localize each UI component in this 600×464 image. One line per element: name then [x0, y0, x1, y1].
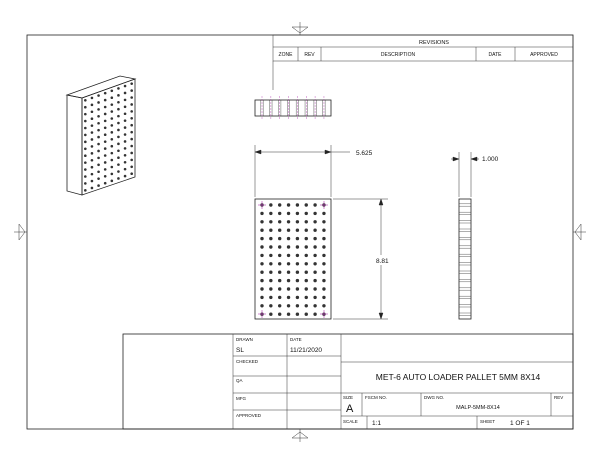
hole [322, 287, 325, 290]
sheet-value: 1 OF 1 [510, 420, 530, 427]
hole [313, 296, 316, 299]
hole [278, 304, 281, 307]
hole [117, 143, 120, 146]
hole [313, 212, 316, 215]
width-dimension-value: 5.625 [356, 150, 373, 157]
width-dimension [255, 145, 350, 197]
hole [296, 254, 299, 257]
hole [91, 166, 94, 169]
dwg-label: DWG NO. [424, 395, 445, 400]
hole [313, 229, 316, 232]
hole [117, 115, 120, 118]
revisions-table [273, 35, 573, 90]
hole [111, 166, 114, 169]
hole [124, 99, 127, 102]
hole [84, 141, 87, 144]
hole [260, 237, 263, 240]
hole [287, 313, 290, 316]
hole [269, 229, 272, 232]
hole [130, 138, 133, 141]
isometric-view [67, 76, 135, 195]
rev-header-description: DESCRIPTION [380, 52, 416, 58]
hole [313, 271, 316, 274]
hole [305, 237, 308, 240]
hole [84, 189, 87, 192]
hole [296, 203, 299, 206]
hole [124, 119, 127, 122]
hole [296, 271, 299, 274]
hole [269, 237, 272, 240]
hole [305, 245, 308, 248]
hole [117, 177, 120, 180]
hole [313, 220, 316, 223]
hole [278, 313, 281, 316]
hole [130, 124, 133, 127]
hole [117, 149, 120, 152]
hole [305, 229, 308, 232]
hole [117, 108, 120, 111]
rev-header-zone: ZONE [278, 52, 293, 58]
size-label: SIZE [343, 395, 354, 400]
hole [313, 279, 316, 282]
hole [130, 89, 133, 92]
hole [104, 99, 107, 102]
hole [117, 170, 120, 173]
hole [260, 262, 263, 265]
hole [260, 254, 263, 257]
checked-label: CHECKED [236, 359, 259, 364]
qa-label: QA [236, 378, 243, 383]
scale-value: 1:1 [372, 420, 382, 427]
hole [287, 212, 290, 215]
hole [84, 154, 87, 157]
hole [322, 304, 325, 307]
hole [260, 287, 263, 290]
hole [117, 122, 120, 125]
top-view [255, 96, 331, 120]
hole [104, 113, 107, 116]
hole [278, 245, 281, 248]
hole [287, 220, 290, 223]
hole [130, 103, 133, 106]
hole [269, 279, 272, 282]
hole [117, 101, 120, 104]
hole [322, 212, 325, 215]
hole [111, 138, 114, 141]
hole [111, 96, 114, 99]
hole [278, 203, 281, 206]
hole [260, 212, 263, 215]
hole [97, 157, 100, 160]
hole [130, 159, 133, 162]
hole [322, 279, 325, 282]
hole [296, 212, 299, 215]
hole [269, 296, 272, 299]
hole [124, 92, 127, 95]
hole [130, 82, 133, 85]
hole [84, 120, 87, 123]
hole [305, 271, 308, 274]
thickness-dimension [451, 152, 479, 197]
hole [91, 152, 94, 155]
hole [91, 124, 94, 127]
dwg-value: MALP-5MM-8X14 [456, 405, 500, 411]
hole [296, 262, 299, 265]
hole [305, 203, 308, 206]
drawing-border [27, 35, 573, 429]
hole [260, 271, 263, 274]
hole [104, 175, 107, 178]
hole [322, 220, 325, 223]
hole [278, 220, 281, 223]
hole [111, 103, 114, 106]
hole [117, 94, 120, 97]
hole [278, 254, 281, 257]
drawn-label: DRAWN [236, 337, 253, 342]
fscm-label: FSCM NO. [365, 395, 387, 400]
hole [97, 129, 100, 132]
hole [91, 110, 94, 113]
hole [97, 136, 100, 139]
hole [278, 237, 281, 240]
hole [278, 262, 281, 265]
corner-cross-marker [258, 201, 266, 209]
hole [305, 287, 308, 290]
hole [278, 279, 281, 282]
center-marker-top [292, 22, 308, 35]
hole [278, 296, 281, 299]
hole [130, 145, 133, 148]
hole [104, 92, 107, 95]
hole [104, 120, 107, 123]
hole [124, 133, 127, 136]
hole [287, 271, 290, 274]
hole [130, 172, 133, 175]
hole [296, 279, 299, 282]
hole [296, 313, 299, 316]
hole [269, 203, 272, 206]
hole [322, 296, 325, 299]
hole [269, 220, 272, 223]
hole [97, 170, 100, 173]
hole [117, 87, 120, 90]
hole [84, 147, 87, 150]
hole [111, 110, 114, 113]
hole [130, 117, 133, 120]
hole [97, 122, 100, 125]
hole [130, 131, 133, 134]
center-marker-bottom [292, 429, 308, 442]
hole [287, 229, 290, 232]
hole [287, 287, 290, 290]
hole [269, 262, 272, 265]
hole [287, 279, 290, 282]
hole [104, 126, 107, 129]
hole [322, 254, 325, 257]
hole [269, 271, 272, 274]
drawing-title: MET-6 AUTO LOADER PALLET 5MM 8X14 [375, 372, 541, 382]
hole [111, 173, 114, 176]
hole [104, 147, 107, 150]
hole [269, 212, 272, 215]
hole [104, 168, 107, 171]
hole [260, 229, 263, 232]
hole [313, 304, 316, 307]
hole [269, 245, 272, 248]
hole [305, 262, 308, 265]
hole [97, 177, 100, 180]
hole [269, 304, 272, 307]
hole [269, 254, 272, 257]
revisions-title: REVISIONS [419, 40, 449, 46]
top-view-hole-marks [261, 96, 325, 120]
hole [124, 147, 127, 150]
hole [124, 175, 127, 178]
hole [296, 287, 299, 290]
hole [111, 152, 114, 155]
hole [260, 220, 263, 223]
hole [91, 131, 94, 134]
hole [97, 108, 100, 111]
hole [91, 159, 94, 162]
hole [296, 229, 299, 232]
corner-cross-marker [320, 310, 328, 318]
hole [84, 168, 87, 171]
mfg-label: MFG [236, 396, 246, 401]
hole [117, 156, 120, 159]
hole [111, 131, 114, 134]
hole [322, 271, 325, 274]
hole [269, 313, 272, 316]
hole [296, 304, 299, 307]
hole [104, 106, 107, 109]
hole [124, 161, 127, 164]
front-view-hole-pattern [260, 203, 325, 316]
hole [91, 117, 94, 120]
hole [97, 143, 100, 146]
hole [91, 97, 94, 100]
corner-cross-marker [320, 201, 328, 209]
rev-header-date: DATE [488, 52, 502, 58]
hole [124, 106, 127, 109]
hole [111, 117, 114, 120]
date-value: 11/21/2020 [290, 347, 323, 354]
hole [84, 113, 87, 116]
hole [91, 187, 94, 190]
hole [130, 96, 133, 99]
hole [84, 99, 87, 102]
hole [260, 245, 263, 248]
hole [278, 229, 281, 232]
hole [305, 279, 308, 282]
hole [296, 220, 299, 223]
hole [124, 126, 127, 129]
hole [104, 133, 107, 136]
hole [97, 184, 100, 187]
front-view-corner-markers [258, 201, 328, 318]
hole [84, 175, 87, 178]
hole [84, 161, 87, 164]
hole [97, 94, 100, 97]
hole [104, 182, 107, 185]
hole [287, 254, 290, 257]
scale-label: SCALE [343, 419, 358, 424]
hole [278, 212, 281, 215]
sheet-label: SHEET [480, 419, 496, 424]
hole [130, 110, 133, 113]
hole [260, 304, 263, 307]
hole [91, 145, 94, 148]
hole [124, 112, 127, 115]
hole [287, 304, 290, 307]
hole [124, 154, 127, 157]
hole [322, 229, 325, 232]
hole [117, 163, 120, 166]
hole [111, 159, 114, 162]
hole [313, 262, 316, 265]
rev-label: REV [554, 395, 564, 400]
thickness-dimension-value: 1.000 [482, 156, 499, 163]
hole [104, 140, 107, 143]
hole [111, 180, 114, 183]
hole [296, 296, 299, 299]
hole [305, 212, 308, 215]
hole [313, 254, 316, 257]
hole [313, 203, 316, 206]
hole [117, 136, 120, 139]
hole [322, 237, 325, 240]
center-marker-right [573, 224, 586, 240]
hole [117, 129, 120, 132]
hole [305, 254, 308, 257]
approved-label: APPROVED [236, 413, 262, 418]
hole [287, 296, 290, 299]
hole [322, 262, 325, 265]
hole [84, 182, 87, 185]
hole [305, 313, 308, 316]
isometric-hole-pattern [84, 82, 133, 191]
hole [313, 313, 316, 316]
hole [84, 106, 87, 109]
hole [287, 237, 290, 240]
hole [305, 220, 308, 223]
hole [111, 145, 114, 148]
hole [287, 203, 290, 206]
hole [91, 180, 94, 183]
hole [97, 115, 100, 118]
hole [313, 245, 316, 248]
corner-cross-marker [258, 310, 266, 318]
hole [111, 124, 114, 127]
hole [278, 271, 281, 274]
hole [124, 85, 127, 88]
hole [278, 287, 281, 290]
rev-header-rev: REV [304, 52, 315, 58]
side-view [459, 199, 471, 319]
hole [287, 245, 290, 248]
hole [269, 287, 272, 290]
hole [97, 164, 100, 167]
hole [91, 138, 94, 141]
hole [124, 168, 127, 171]
hole [322, 245, 325, 248]
hole [260, 279, 263, 282]
hole [97, 150, 100, 153]
hole [313, 287, 316, 290]
hole [84, 127, 87, 130]
hole [260, 296, 263, 299]
hole [97, 101, 100, 104]
height-dimension-value: 8.81 [376, 258, 389, 265]
side-view-hole-marks [459, 204, 471, 316]
hole [111, 89, 114, 92]
hole [313, 237, 316, 240]
hole [130, 165, 133, 168]
hole [296, 237, 299, 240]
drawn-value: SL [236, 347, 244, 354]
hole [91, 173, 94, 176]
hole [91, 104, 94, 107]
hole [296, 245, 299, 248]
hole [305, 296, 308, 299]
hole [84, 134, 87, 137]
hole [130, 152, 133, 155]
hole [305, 304, 308, 307]
center-marker-left [14, 224, 27, 240]
front-view [255, 199, 331, 319]
hole [104, 161, 107, 164]
hole [287, 262, 290, 265]
hole [104, 154, 107, 157]
size-value: A [346, 403, 354, 415]
rev-header-approved: APPROVED [530, 52, 558, 58]
hole [124, 140, 127, 143]
date-label: DATE [290, 337, 302, 342]
